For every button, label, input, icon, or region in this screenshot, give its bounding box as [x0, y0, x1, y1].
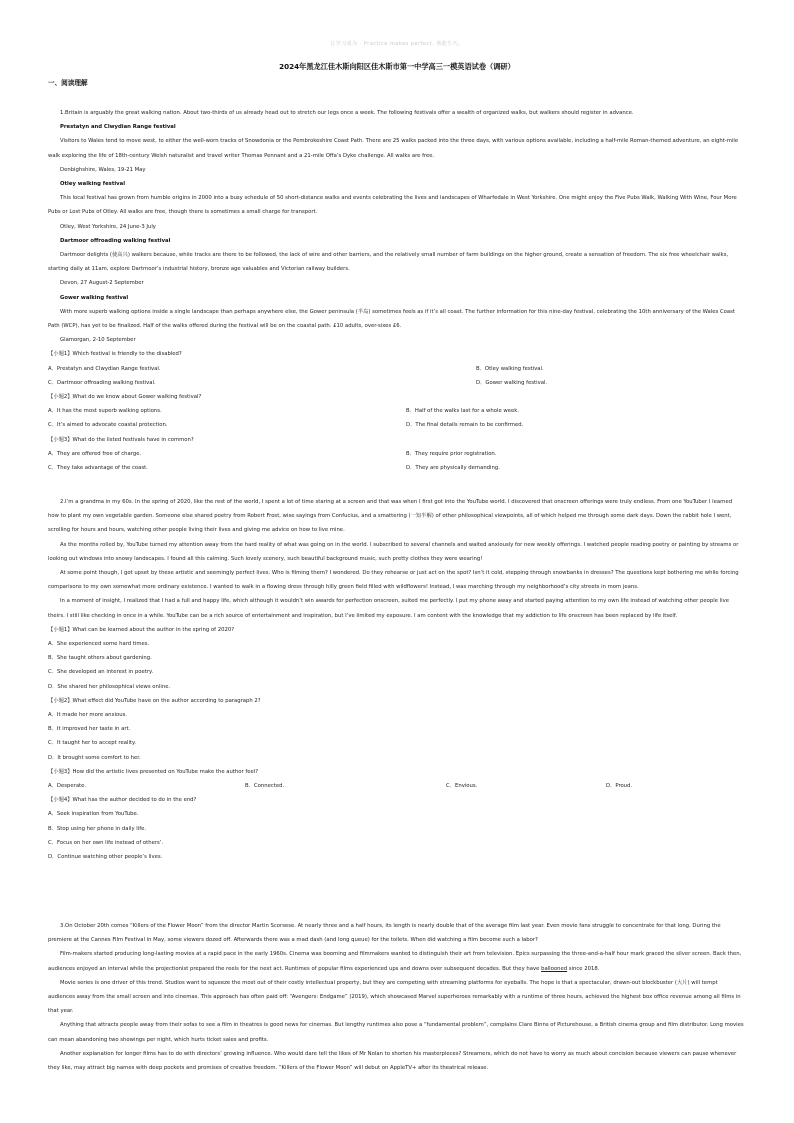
option-d[interactable]: D．Proud.	[606, 783, 633, 790]
question-1-1-options-cd	[48, 376, 744, 390]
passage-2-para-2: As the months rolled by, YouTube turned my attention away from the hard reality of what was going on in the world. I subscribed to several channels and waited anxiously for new weekly offerings. I watched people reading poetry or painting by streams or looking out windows into snowy landscapes. I found all this calming. Such lovely scenery, such beautiful background music, such pretty clothes they were wearing!	[48, 541, 739, 562]
option-d[interactable]: D．Continue watching other people’s lives.	[48, 854, 163, 861]
question-2-4: 【小题4】What has the author decided to do in the end?	[48, 797, 197, 804]
section-heading: 一、阅读理解	[48, 79, 88, 87]
option-d[interactable]: D．Gower walking festival.	[476, 379, 548, 386]
festival-4-text: With more superb walking options inside a single landscape than perhaps anywhere else, the Gower peninsula (半岛) sometimes feels as if it’s all coast. The further information for this nine-day festival, celebrating the 10th anniversary of the Wales Coast Path (WCP), has yet to be finalized. Half of the walks offered during the festival will be on the coastal path. £10 adults, over-sixes £6.	[48, 308, 735, 330]
festival-3-place: Devon, 27 August-2 September	[60, 280, 144, 287]
festival-1-text: Visitors to Wales tend to move west, to either the well-worn tracks of Snowdonia or the Pembrokeshire Coast Path. There are 25 walks packed into the three days, with various options available, including a half-mile Roman-themed adventure, an eight-mile walk exploring the life of 18th-century Welsh naturalist and travel writer Thomas Pennant and a 21-mile Offa’s Dyke challenge. All walks are free.	[48, 138, 739, 159]
passage-1-intro: 1.Britain is arguably the great walking nation. About two-thirds of us already head out to stretch our legs once a week. The following festivals offer a wealth of organized walks, but walkers should register in advance.	[60, 110, 634, 116]
passage-3-para-3: Movie series is one driver of this trend. Studios want to squeeze the most out of their costly intellectual property, but they are competing with streaming platforms for eyeballs. The hope is that a spectacular, drawn-out blockbuster (大片) will tempt audiences away from the small screen and into cinemas. This approach has often paid off: “Avengers: Endgame” (2019), which showcased Marvel superheroes remarkably with a runtime of three hours, achieved the highest box office revenue among all films in that year.	[48, 979, 741, 1015]
option-b[interactable]: B．Stop using her phone in daily life.	[48, 825, 147, 832]
passage-3-para-2-end: since 2018.	[568, 965, 600, 972]
option-d[interactable]: D．The final details remain to be confirmed.	[406, 422, 524, 429]
question-1-1-options-ab	[48, 362, 744, 376]
option-b[interactable]: B．Half of the walks last for a whole week.	[406, 408, 519, 415]
festival-2-text: This local festival has grown from humble origins in 2000 into a busy schedule of 50 short-distance walks and events celebrating the lives and landscapes of Wharfedale in West Yorkshire. One might enjoy the Five Pubs Walk, Walking With Wine, Four More Pubs or Lost Pubs of Otley. All walks are free, though there is sometimes a small charge for transport.	[48, 195, 737, 216]
question-1-3-options-ab	[48, 447, 744, 461]
festival-4-name: Gower walking festival	[60, 294, 129, 301]
festival-1-place: Denbighshire, Wales, 19-21 May	[60, 166, 146, 173]
question-2-2: 【小题2】What effect did YouTube have on the author according to paragraph 2?	[48, 697, 261, 704]
option-d[interactable]: D．They are physically demanding.	[406, 465, 500, 472]
option-d[interactable]: D．It brought some comfort to her.	[48, 754, 141, 761]
question-1-2-options-cd	[48, 418, 744, 432]
option-b[interactable]: B．Connected.	[245, 783, 285, 790]
passage-3-para-4: Anything that attracts people away from their sofas to see a film in theatres is good news for cinemas. But lengthy runtimes also pose a “fundamental problem”, complains Clare Binns of Picturehouse, a British cinema group and film distributor. Long movies can mean abandoning two showings per night, which hurts ticket sales and profits.	[48, 1022, 744, 1043]
festival-2-name: Otley walking festival	[60, 181, 126, 188]
festival-2-place: Otley, West Yorkshire, 24 June-3 July	[60, 223, 156, 230]
festival-1-name: Prestatyn and Clwydian Range festival	[60, 124, 176, 131]
option-c[interactable]: C．Envious.	[446, 783, 478, 790]
option-a[interactable]: A．She experienced some hard times.	[48, 641, 150, 648]
passage-2-para-4: In a moment of insight, I realized that I had a full and happy life, which although it wouldn’t win awards for perfection onscreen, suited me perfectly. I put my phone away and started paying attention to my own life instead of watching other people live theirs. I still like checking in once in a while. YouTube can be a rich source of entertainment and inspiration, but I’ve limited my exposure. I am content with the knowledge that my addiction to life onscreen has been replaced by life itself.	[48, 598, 729, 619]
option-d[interactable]: D．She shared her philosophical views online.	[48, 683, 171, 690]
option-a[interactable]: A．Prestatyn and Clwydian Range festival.	[48, 365, 161, 372]
option-c[interactable]: C．It taught her to accept reality.	[48, 740, 137, 747]
option-a[interactable]: A．Seek inspiration from YouTube.	[48, 811, 139, 818]
question-2-1: 【小题1】What can be learned about the author in the spring of 2020?	[48, 626, 235, 633]
question-1-2: 【小题2】What do we know about Gower walking festival?	[48, 394, 202, 401]
option-c[interactable]: C．She developed an interest in poetry.	[48, 669, 154, 676]
watermark: 让学习成为 · Practice makes perfect. 熟能生巧。	[330, 41, 464, 47]
passage-1	[48, 106, 744, 475]
question-1-2-options-ab	[48, 404, 744, 418]
question-1-3-options-cd	[48, 461, 744, 475]
option-a[interactable]: A．It made her more anxious.	[48, 712, 128, 719]
question-2-3: 【小题3】How did the artistic lives presented on YouTube make the author feel?	[48, 768, 259, 775]
festival-3-text: Dartmoor delights (使高兴) walkers because, while tracks are there to be followed, the lack of wire and other barriers, and the relatively small number of farm buildings on the higher ground, create a sensation of freedom. The six free wheelchair walks, starting daily at 11am, explore Dartmoor’s industrial history, bronze age valuables and Victorian railway builders.	[48, 252, 729, 273]
underlined-word: ballooned	[541, 965, 568, 972]
question-1-3: 【小题3】What do the listed festivals have in common?	[48, 436, 194, 443]
question-2-3-options	[48, 779, 744, 793]
option-a[interactable]: A．They are offered free of charge.	[48, 450, 142, 457]
passage-3-para-1: 3.On October 20th comes “Killers of the Flower Moon” from the director Martin Scorsese. At nearly three and a half hours, its length is nearly double that of the average film last year. Even movie fans struggle to concentrate for that long. During the premiere at the Cannes Film Festival in May, some viewers dozed off. Afterwards there was a mad dash (and long queue) for the toilets. When did watching a film become such a labor?	[48, 923, 721, 944]
page-title: 2024年黑龙江佳木斯向阳区佳木斯市第一中学高三一模英语试卷（调研）	[279, 62, 515, 71]
question-1-1: 【小题1】Which festival is friendly to the disabled?	[48, 351, 182, 358]
passage-3	[48, 919, 744, 1075]
option-b[interactable]: B．She taught others about gardening.	[48, 655, 152, 662]
passage-3-para-5: Another explanation for longer films has to do with directors’ growing influence. Who would dare tell the likes of Mr Nolan to shorten his masterpieces? Streamers, which do not have to worry as much about concision because viewers can pause whenever they like, may attract big names with deep pockets and promises of creative freedom. “Killers of the Flower Moon” will debut on AppleTV+ after its theatrical release.	[48, 1050, 737, 1072]
option-b[interactable]: B．Otley walking festival.	[476, 365, 544, 372]
passage-2-para-3: At some point though, I got upset by these artistic and seemingly perfect lives. Who is filming them? I wondered. Do they rehearse or just act on the spot? Isn’t it cold, stepping through snowbanks in dresses? The questions kept bothering me while forcing comparisons to my own somewhat more ordinary existence. I wanted to walk in a flowing dress through hilly green field filled with wildflowers! Instead, I was marching through my neighborhood’s city streets in mom jeans.	[48, 570, 739, 591]
option-c[interactable]: C．Focus on her own life instead of others’.	[48, 839, 164, 846]
option-c[interactable]: C．They take advantage of the coast.	[48, 465, 148, 472]
option-a[interactable]: A．Desperate.	[48, 783, 87, 790]
option-c[interactable]: C．Dartmoor offroading walking festival.	[48, 379, 156, 386]
option-b[interactable]: B．It improved her taste in art.	[48, 726, 131, 733]
passage-3-para-2	[48, 947, 744, 975]
option-a[interactable]: A．It has the most superb walking options.	[48, 408, 162, 415]
festival-4-place: Glamorgan, 2-10 September	[60, 337, 136, 344]
passage-2	[48, 495, 744, 864]
festival-3-name: Dartmoor offroading walking festival	[60, 237, 171, 244]
option-b[interactable]: B．They require prior registration.	[406, 450, 497, 457]
option-c[interactable]: C．It’s aimed to advocate coastal protection.	[48, 422, 168, 429]
passage-3-para-2-start: Film-makers started producing long-lasting movies at a rapid pace in the early 1960s. Cinema was booming and filmmakers wanted to distinguish their art from television. Epics surpassing the three-and-a-half hour mark graced the silver screen. Back then, audiences enjoyed an interval while the projectionist prepared the reels for the next act. Runtimes of popular films experienced ups and downs over subsequent decades. But they have	[48, 951, 742, 972]
passage-2-para-1: 2.I’m a grandma in my 60s. In the spring of 2020, like the rest of the world, I spent a lot of time staring at a screen and that was when I first got into the YouTube world. I discovered that onscreen offerings were truly endless. From one YouTuber I learned how to plant my own vegetable garden. Someone else shared poetry from Robert Frost, wise sayings from Confucius, and a smattering (一知半解) of other philosophical viewpoints, all of which helped me through some dark days. Down the rabbit hole I went, scrolling for hours and hours, watching other people living their lives and giving me advice on how to live mine.	[48, 499, 733, 534]
